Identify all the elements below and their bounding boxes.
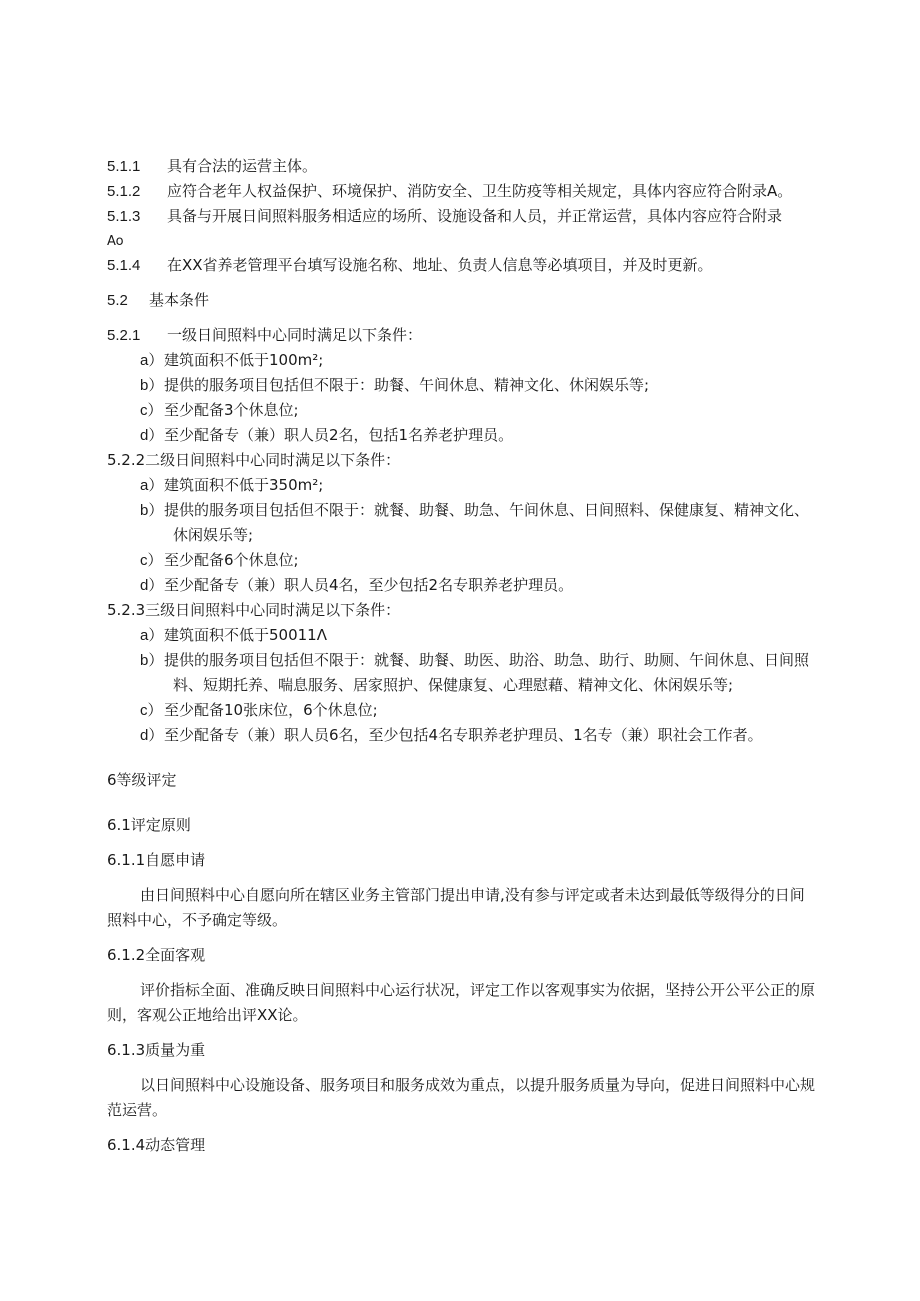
list-item-c: c）至少配备10张床位，6个休息位;: [140, 701, 378, 719]
list-item-a: a）建筑面积不低于350m²;: [140, 476, 324, 494]
list-item-a: a）建筑面积不低于100m²;: [140, 351, 324, 369]
clause-6-1-1-heading: 6.1.1自愿申请: [107, 851, 206, 869]
clause-number: 5.1.1: [107, 158, 141, 175]
clause-5-2-3: 5.2.3三级日间照料中心同时满足以下条件：: [107, 601, 401, 619]
list-item-d: d）至少配备专（兼）职人员6名，至少包括4名专职养老护理员、1名专（兼）职社会工作者。: [140, 726, 763, 744]
list-item-continuation: 料、短期托养、喘息服务、居家照护、保健康复、心理慰藉、精神文化、休闲娱乐等;: [173, 676, 734, 694]
clause-6-1-4-heading: 6.1.4动态管理: [107, 1136, 206, 1154]
list-item-b: b）提供的服务项目包括但不限于：助餐、午间休息、精神文化、休闲娱乐等;: [140, 376, 650, 394]
clause-text: 在XX省养老管理平台填写设施名称、地址、负责人信息等必填项目，并及时更新。: [167, 256, 713, 274]
clause-continuation: Ao: [107, 234, 124, 249]
clause-5-1-1: [107, 156, 317, 177]
clause-text: 具有合法的运营主体。: [167, 157, 318, 175]
paragraph-line: 则，客观公正地给出评XX论。: [107, 1006, 308, 1024]
clause-text: 应符合老年人权益保护、环境保护、消防安全、卫生防疫等相关规定，具体内容应符合附录A。: [167, 182, 793, 200]
clause-text: 具备与开展日间照料服务相适应的场所、设施设备和人员，并正常运营，具体内容应符合附录: [167, 207, 783, 225]
paragraph-line: 评价指标全面、准确反映日间照料中心运行状况，评定工作以客观事实为依据，坚持公开公平公正的原: [140, 981, 816, 999]
list-item-a: a）建筑面积不低于50011Λ: [140, 626, 327, 644]
chapter-6-heading: 6等级评定: [107, 771, 177, 789]
list-item-c: c）至少配备3个休息位;: [140, 401, 299, 419]
paragraph-line: 以日间照料中心设施设备、服务项目和服务成效为重点，以提升服务质量为导向，促进日间照料中心规: [140, 1076, 816, 1094]
paragraph-line: 范运营。: [107, 1101, 168, 1119]
section-6-1-heading: 6.1评定原则: [107, 816, 191, 834]
clause-6-1-2-heading: 6.1.2全面客观: [107, 946, 206, 964]
clause-text: 一级日间照料中心同时满足以下条件：: [167, 326, 423, 344]
section-5-2-heading: [107, 290, 209, 311]
clause-5-1-3: [107, 206, 782, 227]
clause-number: 5.1.3: [107, 208, 141, 225]
clause-5-1-2: [107, 181, 792, 202]
list-item-d: d）至少配备专（兼）职人员4名，至少包括2名专职养老护理员。: [140, 576, 574, 594]
clause-number: 5.1.2: [107, 183, 141, 200]
clause-5-2-1: [107, 325, 422, 346]
list-item-continuation: 休闲娱乐等;: [173, 526, 254, 544]
list-item-d: d）至少配备专（兼）职人员2名，包括1名养老护理员。: [140, 426, 514, 444]
section-number: 5.2: [107, 292, 128, 309]
clause-6-1-3-heading: 6.1.3质量为重: [107, 1041, 206, 1059]
list-item-c: c）至少配备6个休息位;: [140, 551, 299, 569]
clause-5-1-4: [107, 255, 713, 276]
section-title: 基本条件: [149, 291, 210, 309]
list-item-b: b）提供的服务项目包括但不限于：就餐、助餐、助医、助浴、助急、助行、助厕、午间休息、日间照: [140, 651, 810, 669]
clause-5-2-2: 5.2.2二级日间照料中心同时满足以下条件：: [107, 451, 401, 469]
paragraph-line: 照料中心，不予确定等级。: [107, 911, 288, 929]
list-item-b: b）提供的服务项目包括但不限于：就餐、助餐、助急、午间休息、日间照料、保健康复、精神文化、: [140, 501, 810, 519]
clause-number: 5.2.1: [107, 327, 141, 344]
paragraph-line: 由日间照料中心自愿向所在辖区业务主管部门提出申请,没有参与评定或者未达到最低等级得分的日间: [140, 886, 805, 904]
clause-number: 5.1.4: [107, 257, 141, 274]
